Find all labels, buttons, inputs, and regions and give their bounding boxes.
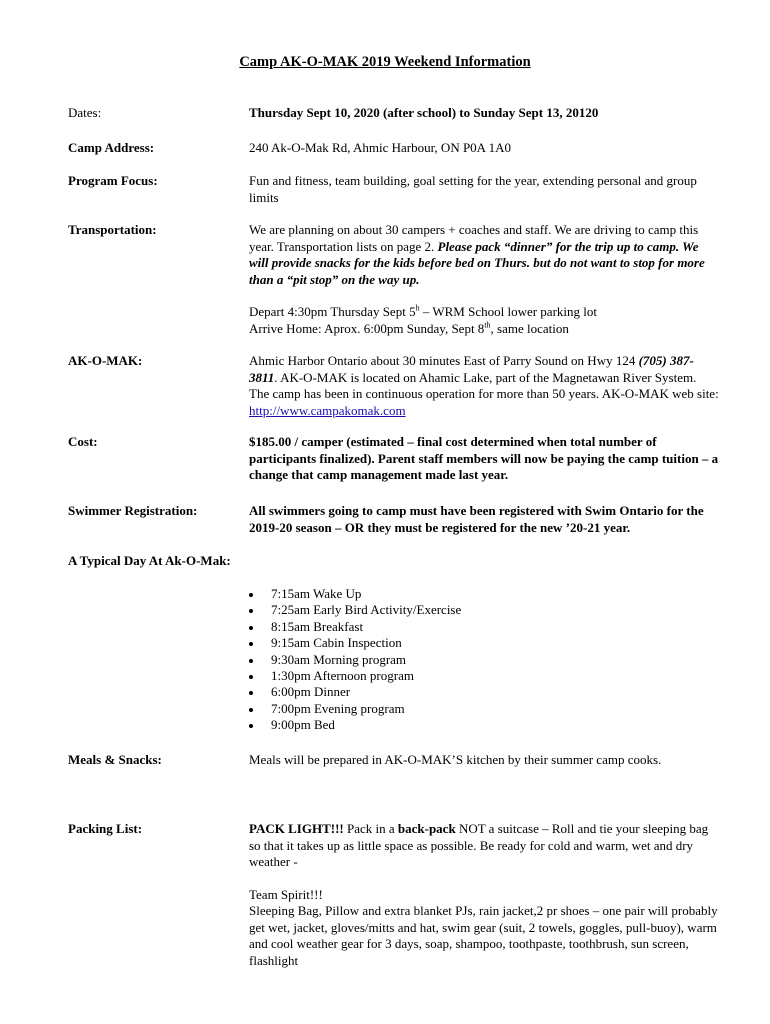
bullet-icon xyxy=(249,593,253,597)
schedule-item-text: 9:00pm Bed xyxy=(271,717,335,733)
transport-note: Please pack “dinner” for the trip up to camp. We will provide snacks for the kids before bed on Thurs. but do not want to stop for more than a “pit stop” on the way up. xyxy=(249,238,705,287)
arrive-text: Arrive Home: Aprox. 6:00pm Sunday, Sept 8 xyxy=(249,320,485,336)
schedule-item-text: 9:30am Morning program xyxy=(271,651,407,667)
arrive-sup: th xyxy=(484,320,491,330)
packing-text-1: Pack in a xyxy=(343,821,398,836)
registration-label: Swimmer Registration: xyxy=(68,503,198,518)
page-title: Camp AK-O-MAK 2019 Weekend Information xyxy=(239,54,531,70)
schedule-item xyxy=(249,717,461,733)
akomak-description: . AK-O-MAK is located on Ahamic Lake, part of the Magnetawan River System. The camp has been in continuous operation for more than 50 years. AK-O-MAK web site: xyxy=(249,369,719,401)
depart-line xyxy=(249,304,719,321)
focus-value: Fun and fitness, team building, goal setting for the year, extending personal and group limits xyxy=(249,173,697,205)
schedule-item-text: 8:15am Breakfast xyxy=(271,618,364,634)
schedule-item-text: 9:15am Cabin Inspection xyxy=(271,635,402,651)
schedule-item xyxy=(249,684,461,700)
transport-label: Transportation: xyxy=(68,222,157,237)
dates-label: Dates: xyxy=(68,105,102,120)
packing-value xyxy=(249,821,719,969)
schedule-item xyxy=(249,652,461,668)
dates-value: Thursday Sept 10, 2020 (after school) to Sunday Sept 13, 20120 xyxy=(249,105,599,120)
akomak-value xyxy=(249,353,719,419)
address-value: 240 Ak-O-Mak Rd, Ahmic Harbour, ON P0A 1A0 xyxy=(249,140,511,155)
bullet-icon xyxy=(249,724,253,728)
packing-items: Sleeping Bag, Pillow and extra blanket PJs, rain jacket,2 pr shoes – one pair will probably get wet, jacket, gloves/mitts and hat, swim gear (suit, 2 towels, goggles, pull-buoy), warm and cool weather gear for 3 days, soap, shampoo, toothpaste, toothbrush, sun screen, flashlight xyxy=(249,903,718,968)
depart-text: Depart 4:30pm Thursday Sept 5 xyxy=(249,304,416,319)
address-label: Camp Address: xyxy=(68,140,155,155)
schedule-item xyxy=(249,701,461,717)
depart-sup: h xyxy=(415,303,420,313)
schedule-item xyxy=(249,635,461,651)
packing-lead: PACK LIGHT!!! xyxy=(249,821,344,836)
arrive-location: , same location xyxy=(490,320,569,336)
schedule-list xyxy=(249,586,461,734)
schedule-item xyxy=(249,668,461,684)
cost-value: $185.00 / camper (estimated – final cost determined when total number of participants finalized). Parent staff members will now be paying the camp tuition – a change that camp management made last year. xyxy=(249,434,719,482)
transport-value xyxy=(249,222,719,337)
meals-value: Meals will be prepared in AK-O-MAK’S kitchen by their summer camp cooks. xyxy=(249,752,662,767)
schedule-item xyxy=(249,602,461,618)
akomak-website-link[interactable]: http://www.campakomak.com xyxy=(249,402,406,418)
bullet-icon xyxy=(249,691,253,695)
packing-text-2: NOT a suitcase – Roll and tie your sleeping bag so that it takes up as little space as possible. Be ready for cold and warm, wet and dry weather - xyxy=(249,821,709,869)
akomak-text: Ahmic Harbor Ontario about 30 minutes East of Parry Sound on Hwy 124 xyxy=(249,353,639,368)
bullet-icon xyxy=(249,609,253,613)
meals-label: Meals & Snacks: xyxy=(68,752,162,767)
akomak-phone: (705) 387-3811 xyxy=(249,353,694,385)
packing-backpack: back-pack xyxy=(397,821,456,836)
schedule-item-text: 7:00pm Evening program xyxy=(271,700,405,716)
transport-text: We are planning on about 30 campers + coaches and staff. We are driving to camp this year. Transportation lists on page 2. xyxy=(249,222,699,254)
schedule-item-text: 6:00pm Dinner xyxy=(271,684,351,700)
schedule-item xyxy=(249,586,461,602)
schedule-item-text: 7:25am Early Bird Activity/Exercise xyxy=(271,602,462,618)
bullet-icon xyxy=(249,642,253,646)
cost-label: Cost: xyxy=(68,434,98,449)
packing-label: Packing List: xyxy=(68,821,143,836)
schedule-item xyxy=(249,619,461,635)
focus-label: Program Focus: xyxy=(68,173,158,188)
bullet-icon xyxy=(249,626,253,630)
akomak-label: AK-O-MAK: xyxy=(68,353,143,368)
bullet-icon xyxy=(249,659,253,663)
registration-value: All swimmers going to camp must have been registered with Swim Ontario for the 2019-20 season – OR they must be registered for the new ’20-21 year. xyxy=(249,503,704,535)
team-spirit: Team Spirit!!! xyxy=(249,886,323,902)
bullet-icon xyxy=(249,675,253,679)
typical-day-label: A Typical Day At Ak-O-Mak: xyxy=(68,553,231,568)
schedule-item-text: 1:30pm Afternoon program xyxy=(271,668,414,684)
schedule-item-text: 7:15am Wake Up xyxy=(271,586,362,601)
depart-location: – WRM School lower parking lot xyxy=(419,304,597,319)
arrive-line xyxy=(249,321,719,338)
bullet-icon xyxy=(249,708,253,712)
